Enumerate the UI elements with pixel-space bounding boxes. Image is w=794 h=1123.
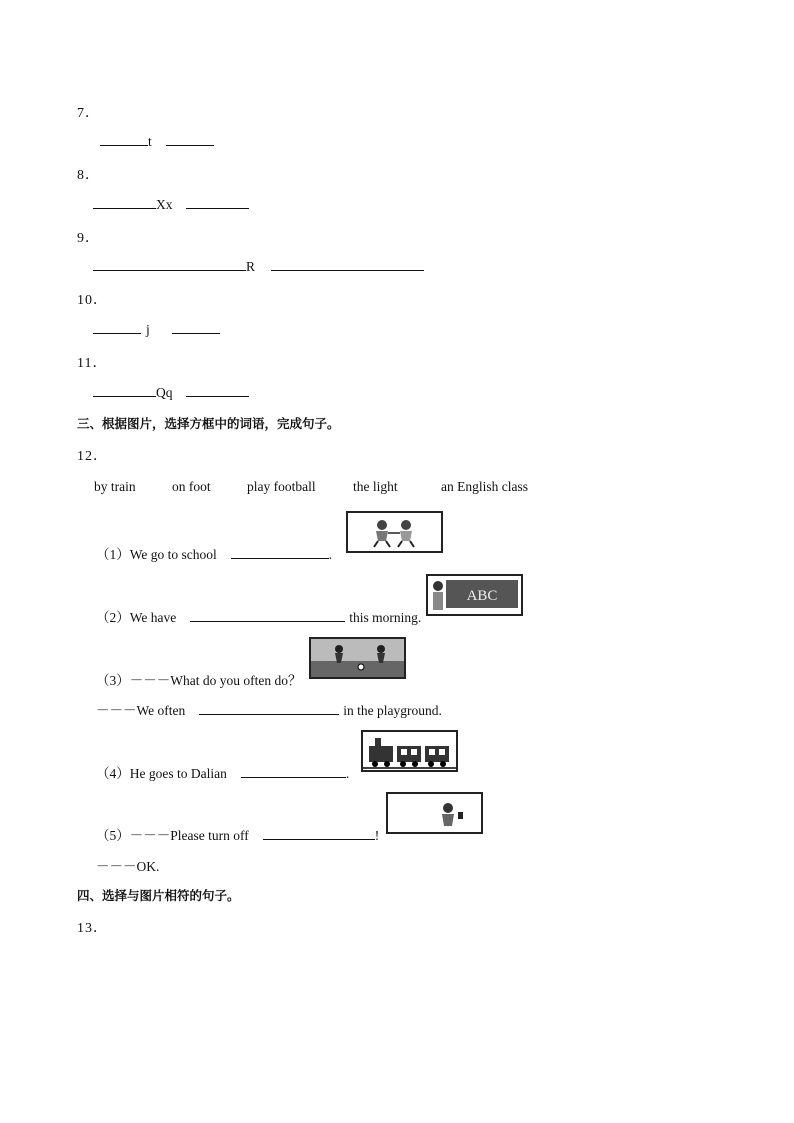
section-3-heading: 三、根据图片，选择方框中的词语，完成句子。 xyxy=(77,416,340,431)
word-option-the-light: the light xyxy=(353,479,398,494)
train-illustration xyxy=(363,732,456,770)
given-letter: j xyxy=(146,322,150,337)
answer-blank[interactable] xyxy=(93,258,246,271)
answer-blank[interactable] xyxy=(231,546,329,559)
item-3-question xyxy=(96,669,301,689)
football-picture xyxy=(309,637,406,679)
question-12-number: 12． xyxy=(77,449,108,464)
given-letter: t xyxy=(148,134,152,149)
item-number: （1） xyxy=(96,547,130,562)
answer-blank[interactable] xyxy=(186,196,249,209)
question-text: －－－What do you often do？ xyxy=(129,673,302,688)
answer-start: －－－We often xyxy=(96,703,186,718)
sentence-start: We go to school xyxy=(129,547,217,562)
given-letter: Qq xyxy=(156,385,173,400)
light-switch-picture xyxy=(386,792,483,834)
answer-blank[interactable] xyxy=(93,384,156,397)
word-option-an-english-class: an English class xyxy=(441,479,528,494)
answer-blank[interactable] xyxy=(199,702,339,715)
answer-blank[interactable] xyxy=(190,609,345,622)
question-13-number: 13． xyxy=(77,921,108,936)
item-number: （4） xyxy=(96,766,130,781)
answer-blank[interactable] xyxy=(100,133,148,146)
answer-blank[interactable] xyxy=(166,133,214,146)
question-7-line xyxy=(100,133,214,150)
question-11-line xyxy=(93,384,249,401)
item-1-sentence xyxy=(96,543,332,563)
question-9-line xyxy=(93,258,424,275)
question-9-number: 9． xyxy=(77,231,100,246)
question-8-number: 8． xyxy=(77,168,100,183)
answer-blank[interactable] xyxy=(93,321,141,334)
answer-blank[interactable] xyxy=(271,258,424,271)
answer-blank[interactable] xyxy=(172,321,220,334)
item-number: （3） xyxy=(96,673,130,688)
sentence-start: －－－Please turn off xyxy=(129,828,249,843)
sentence-end: . xyxy=(345,766,350,781)
person-at-switch-illustration xyxy=(388,794,481,832)
sentence-start: He goes to Dalian xyxy=(129,766,227,781)
question-11-number: 11． xyxy=(77,356,108,371)
train-picture xyxy=(361,730,458,772)
english-class-picture xyxy=(426,574,523,616)
item-3-answer xyxy=(96,699,442,719)
item-number: （5） xyxy=(96,828,130,843)
given-letter: R xyxy=(246,259,256,274)
item-5-sentence xyxy=(96,824,379,844)
item-2-sentence xyxy=(96,606,421,626)
question-10-number: 10． xyxy=(77,293,108,308)
question-10-line xyxy=(93,321,220,338)
sentence-end: this morning. xyxy=(349,610,422,625)
walking-children-illustration xyxy=(348,513,441,551)
word-option-by-train: by train xyxy=(94,479,136,494)
item-5-reply: －－－OK. xyxy=(96,859,160,874)
given-letter: Xx xyxy=(156,197,173,212)
question-8-line xyxy=(93,196,249,213)
answer-blank[interactable] xyxy=(241,765,346,778)
playing-football-illustration xyxy=(311,639,404,677)
blackboard-illustration xyxy=(428,576,521,614)
sentence-start: We have xyxy=(129,610,177,625)
sentence-end: . xyxy=(328,547,333,562)
word-option-on-foot: on foot xyxy=(172,479,211,494)
word-option-play-football: play football xyxy=(247,479,316,494)
answer-blank[interactable] xyxy=(263,827,375,840)
sentence-end: in the playground. xyxy=(343,703,442,718)
sentence-end: ! xyxy=(374,828,380,843)
item-number: （2） xyxy=(96,610,130,625)
item-4-sentence xyxy=(96,762,349,782)
walking-children-picture xyxy=(346,511,443,553)
answer-blank[interactable] xyxy=(93,196,156,209)
board-letters: ABC xyxy=(466,588,498,604)
answer-blank[interactable] xyxy=(186,384,249,397)
section-4-heading: 四、选择与图片相符的句子。 xyxy=(77,888,240,903)
question-7-number: 7． xyxy=(77,106,100,121)
